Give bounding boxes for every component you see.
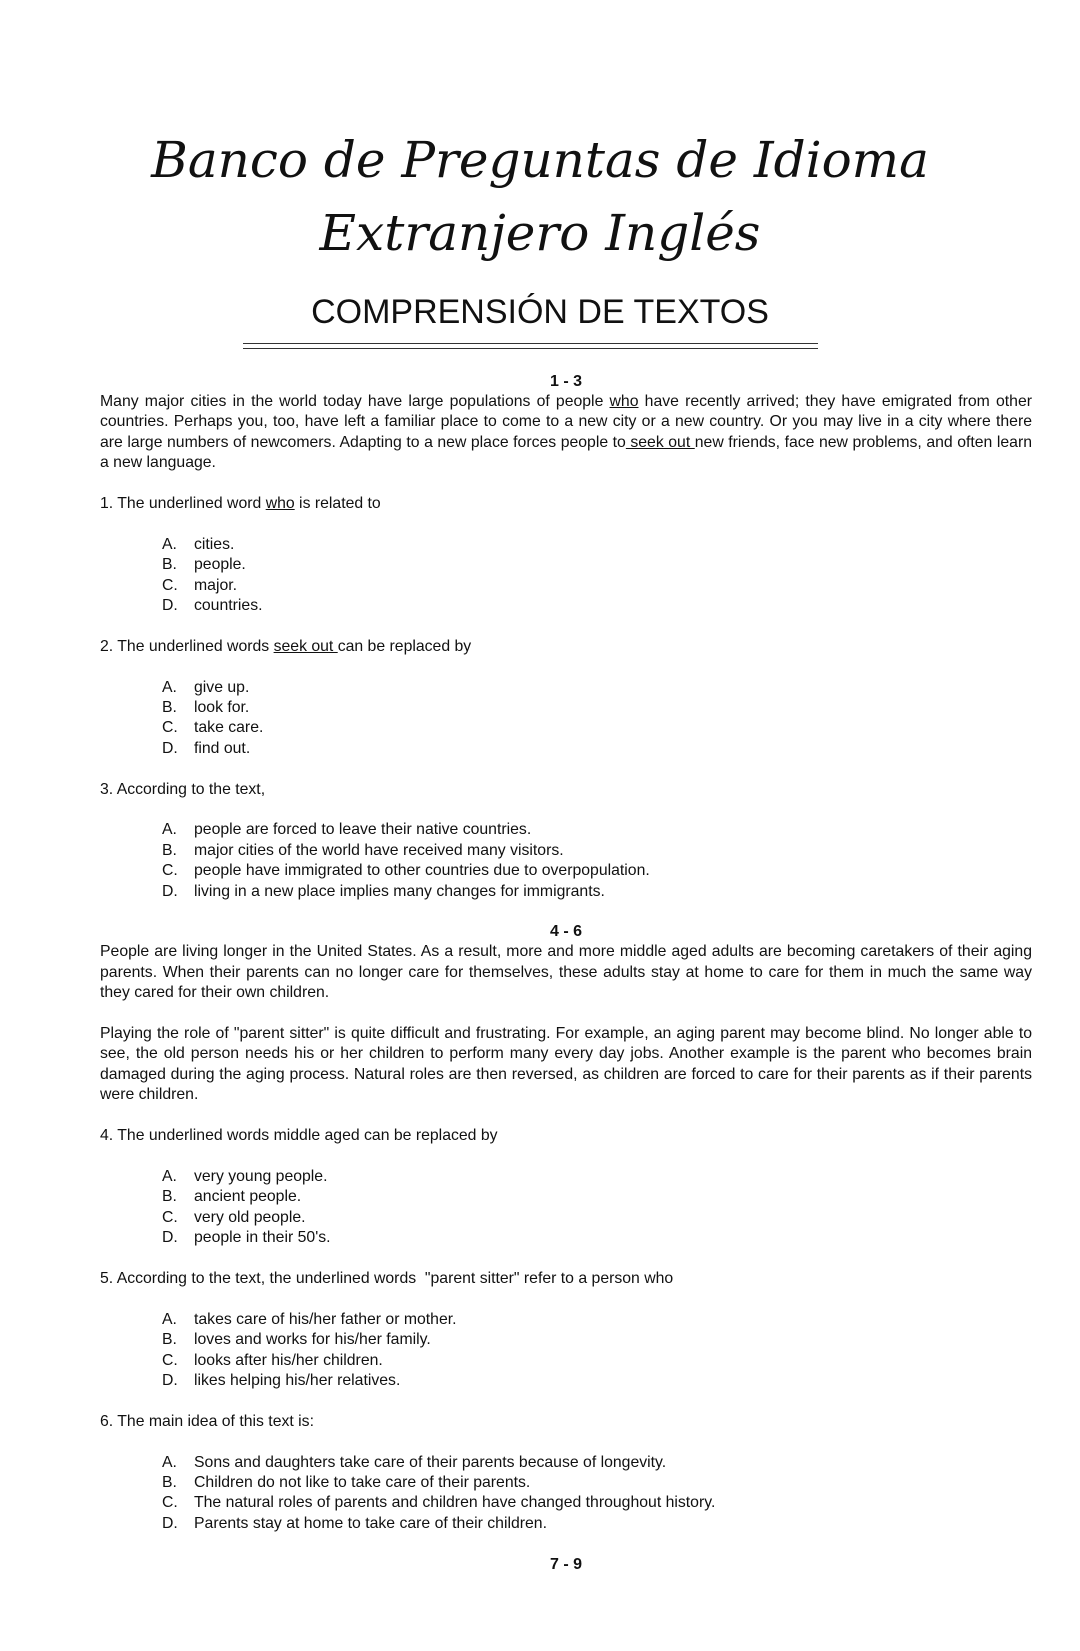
reading-passage-1 (100, 392, 1032, 474)
option-c: C. very old people. (162, 1208, 306, 1226)
underlined-word: who (265, 495, 295, 513)
option-b: B. ancient people. (162, 1188, 302, 1206)
content (100, 372, 1032, 1575)
section-heading-7-9: 7 - 9 (549, 1555, 582, 1573)
subtitle: COMPRENSIÓN DE TEXTOS (311, 293, 769, 331)
option-a: A. people are forced to leave their native countries. (162, 821, 532, 839)
section-heading-4-6: 4 - 6 (549, 923, 582, 941)
option-d: D. likes helping his/her relatives. (162, 1371, 401, 1389)
passage-text: new friends, face new problems, and often learn a new language. (100, 433, 1032, 472)
option-d: D. people in their 50's. (162, 1229, 331, 1247)
option-b: B. people. (162, 556, 246, 574)
options-q6 (100, 1453, 1032, 1535)
option-d: D. countries. (162, 597, 263, 615)
question-text: 2. The underlined words (100, 637, 274, 655)
options-q4 (100, 1167, 1032, 1249)
option-a: A. cities. (162, 535, 235, 553)
options-q5 (100, 1310, 1032, 1392)
option-c: C. looks after his/her children. (162, 1351, 383, 1369)
reading-passage-2b: Playing the role of "parent sitter" is quite difficult and frustrating. For example, an aging parent may become blind. No longer able to see, the old person needs his or her children to perform many every day jobs. Another example is the parent who becomes brain damaged during the aging process. Natural roles are then reversed, as children are forced to care for their parents as if their parents were children. (100, 1025, 1032, 1104)
section-heading-1-3: 1 - 3 (549, 373, 582, 390)
option-a: A. very young people. (162, 1167, 328, 1185)
question-4: 4. The underlined words middle aged can be replaced by (100, 1127, 498, 1145)
question-3: 3. According to the text, (100, 780, 266, 798)
question-text: 1. The underlined word (100, 495, 266, 513)
question-1 (100, 494, 1032, 514)
option-b: B. major cities of the world have received many visitors. (162, 841, 564, 859)
option-a: A. Sons and daughters take care of their parents because of longevity. (162, 1453, 667, 1471)
option-c: C. people have immigrated to other countries due to overpopulation. (162, 862, 650, 880)
passage-text: have recently arrived; they have emigrated from other countries. Perhaps you, too, have left a familiar place to come to a new city or a new country. Or you may live in a city where there are large numbers of newcomers. Adapting to a new place forces people to (100, 393, 1032, 451)
question-6: 6. The main idea of this text is: (100, 1412, 314, 1430)
underlined-word-who: who (609, 393, 639, 410)
options-q3 (100, 820, 1032, 902)
option-d: D. Parents stay at home to take care of their children. (162, 1514, 547, 1532)
question-5: 5. According to the text, the underlined words "parent sitter" refer to a person who (100, 1269, 674, 1287)
option-c: C. take care. (162, 719, 264, 737)
divider-bottom (243, 348, 818, 349)
underlined-words-seek-out: seek out (625, 433, 695, 451)
question-text: can be replaced by (337, 637, 472, 655)
option-b: B. Children do not like to take care of their parents. (162, 1473, 531, 1491)
passage-text: Many major cities in the world today have large populations of people (100, 393, 610, 410)
option-b: B. loves and works for his/her family. (162, 1331, 431, 1349)
option-d: D. living in a new place implies many changes for immigrants. (162, 882, 605, 900)
title-line-1: Banco de Preguntas de Idioma (151, 131, 929, 189)
option-b: B. look for. (162, 699, 250, 717)
question-2 (100, 637, 1032, 657)
option-c: C. The natural roles of parents and children have changed throughout history. (162, 1494, 716, 1512)
underlined-words: seek out (273, 637, 338, 655)
option-c: C. major. (162, 576, 238, 594)
divider-top (243, 343, 818, 344)
options-q1 (100, 535, 1032, 617)
title-line-2: Extranjero Inglés (319, 204, 761, 262)
option-a: A. give up. (162, 678, 250, 696)
option-a: A. takes care of his/her father or mother. (162, 1310, 457, 1328)
reading-passage-2a: People are living longer in the United States. As a result, more and more middle aged adults are becoming caretakers of their aging parents. When their parents can no longer care for themselves, these adults stay at home to care for them in much the same way they cared for their own children. (100, 943, 1032, 1002)
option-d: D. find out. (162, 739, 251, 757)
options-q2 (100, 678, 1032, 760)
question-text: is related to (294, 495, 381, 513)
